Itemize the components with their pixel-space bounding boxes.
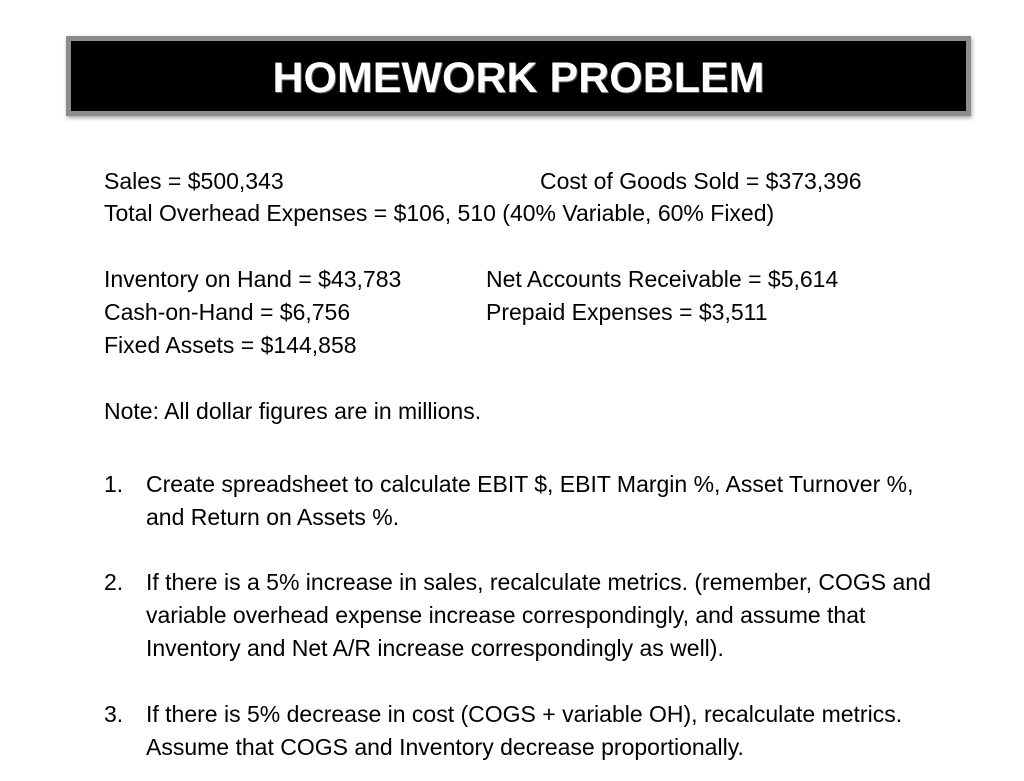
title-banner xyxy=(66,36,971,116)
list-item-1 xyxy=(104,468,934,534)
slide-title: HOMEWORK PROBLEM xyxy=(272,53,765,102)
overhead-value: Total Overhead Expenses = $106, 510 (40% Variable, 60% Fixed) xyxy=(104,200,775,226)
list-text: Create spreadsheet to calculate EBIT $, EBIT Margin %, Asset Turnover %, and Return on Assets %. xyxy=(146,471,914,530)
inventory-value: Inventory on Hand = $43,783 xyxy=(104,266,402,292)
note-text: Note: All dollar figures are in millions. xyxy=(104,398,482,424)
list-item-3 xyxy=(104,698,934,764)
list-text: If there is 5% decrease in cost (COGS + variable OH), recalculate metrics. Assume that COGS and Inventory decrease proportionally. xyxy=(146,701,903,760)
list-number: 2. xyxy=(104,569,124,595)
list-text: If there is a 5% increase in sales, recalculate metrics. (remember, COGS and variable overhead expense increase correspondingly, and assume that Inventory and Net A/R increase correspondingly as well). xyxy=(146,569,931,661)
receivable-value: Net Accounts Receivable = $5,614 xyxy=(486,266,839,292)
cash-value: Cash-on-Hand = $6,756 xyxy=(104,299,351,325)
prepaid-value: Prepaid Expenses = $3,511 xyxy=(486,299,768,325)
list-number: 1. xyxy=(104,471,124,497)
cogs-value: Cost of Goods Sold = $373,396 xyxy=(540,168,862,194)
list-item-2 xyxy=(104,566,934,665)
sales-value: Sales = $500,343 xyxy=(104,168,284,194)
list-number: 3. xyxy=(104,701,124,727)
fixed-assets-value: Fixed Assets = $144,858 xyxy=(104,332,357,358)
